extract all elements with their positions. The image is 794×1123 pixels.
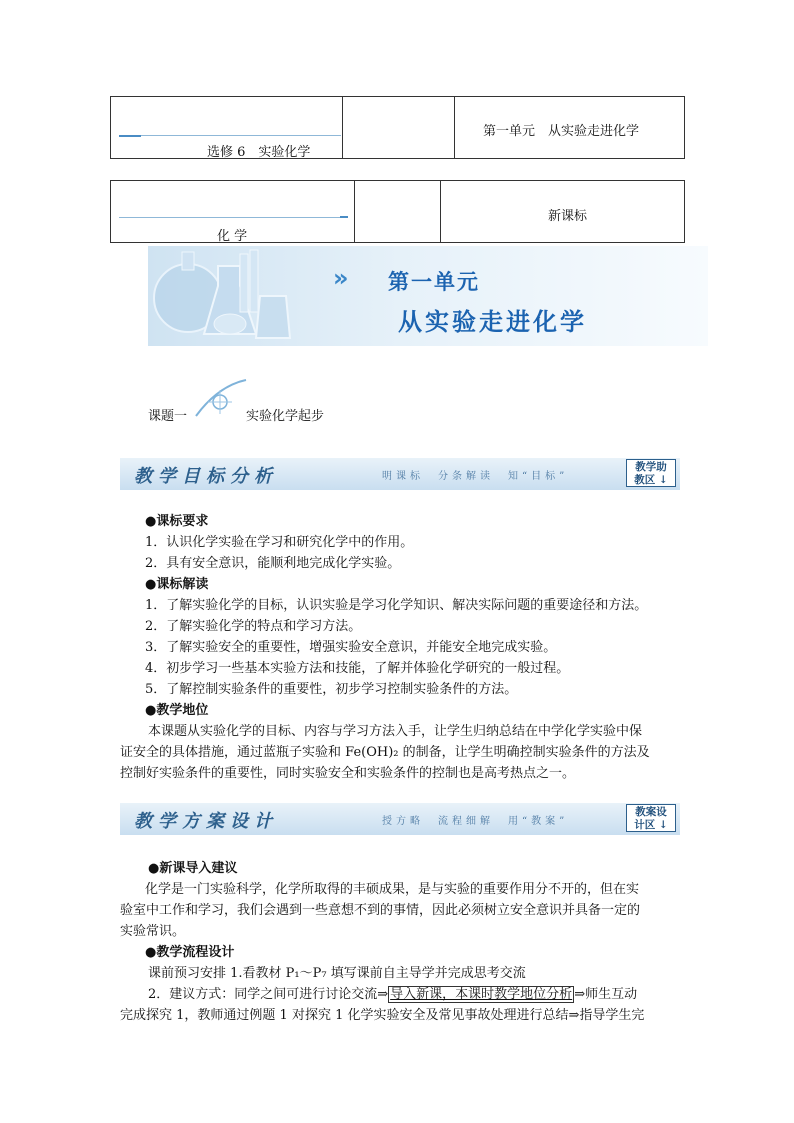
position-line-1: 本课题从实验化学的目标、内容与学习方法入手，让学生归纳总结在中学化学实验中保 [148, 724, 643, 739]
position-line-2: 证安全的具体措施，通过蓝瓶子实验和 Fe(OH)₂ 的制备，让学生明确控制实验条件的方法及 [120, 745, 650, 760]
reading-4: 4．初步学习一些基本实验方法和技能，了解并体验化学研究的一般过程。 [145, 661, 570, 676]
heading-teaching-position: ●教学地位 [145, 703, 209, 718]
section-title-goals: 教学目标分析 [134, 466, 278, 487]
header-edition: 新课标 [548, 209, 588, 224]
lesson-prefix: 课题一 [148, 409, 188, 424]
header-table-1 [110, 96, 685, 159]
flow-line-2: 2．建议方式：同学之间可进行讨论交流⇒ 导入新课，本课时教学地位分析 ⇒师生互动 [148, 987, 638, 1002]
section-bar-goals [120, 458, 680, 490]
requirement-1: 1．认识化学实验在学习和研究化学中的作用。 [145, 535, 414, 550]
compass-target-icon [192, 376, 248, 420]
intro-line-2: 验室中工作和学习，我们会遇到一些意想不到的事情，因此必须树立安全意识并具备一定的 [120, 903, 641, 918]
requirement-2: 2．具有安全意识，能顺利地完成化学实验。 [145, 556, 401, 571]
teaching-help-tag[interactable]: 教学助 教区 ↓ [626, 459, 676, 487]
reading-3: 3．了解实验安全的重要性，增强实验安全意识，并能安全地完成实验。 [145, 640, 557, 655]
section-bar-plan [120, 803, 680, 835]
double-arrow-icon: » [333, 264, 349, 292]
heading-curriculum-reading: ●课标解读 [145, 577, 209, 592]
section-title-plan: 教学方案设计 [134, 811, 278, 832]
header-table-2 [110, 180, 685, 243]
section-subtitle-plan: 授方略 流程细解 用“教案” [382, 816, 569, 827]
heading-curriculum-requirements: ●课标要求 [145, 514, 209, 529]
flow-line-3: 完成探究 1，教师通过例题 1 对探究 1 化学实验安全及常见事故处理进行总结⇒指导学生完 [120, 1008, 645, 1023]
reading-5: 5．了解控制实验条件的重要性，初步学习控制实验条件的方法。 [145, 682, 518, 697]
lesson-title: 实验化学起步 [246, 409, 325, 424]
header-course: 选修 6 实验化学 [207, 145, 311, 160]
banner-unit-title: 从实验走进化学 [398, 308, 587, 336]
reading-1: 1．了解实验化学的目标，认识实验是学习化学知识、解决实际问题的重要途径和方法。 [145, 598, 648, 613]
intro-line-3: 实验常识。 [120, 924, 186, 939]
lab-glassware-icon [148, 246, 318, 346]
header-unit: 第一单元 从实验走进化学 [483, 124, 640, 139]
header-subject: 化 学 [217, 229, 248, 244]
heading-teaching-flow: ●教学流程设计 [145, 945, 235, 960]
reading-2: 2．了解实验化学的特点和学习方法。 [145, 619, 362, 634]
position-line-3: 控制好实验条件的重要性，同时实验安全和实验条件的控制也是高考热点之一。 [120, 766, 576, 781]
unit-banner [148, 246, 708, 346]
intro-line-1: 化学是一门实验科学，化学所取得的丰硕成果，是与实验的重要作用分不开的，但在实 [145, 882, 640, 897]
banner-unit-number: 第一单元 [388, 270, 480, 294]
flow-line-1: 课前预习安排 1.看教材 P₁～P₇ 填写课前自主导学并完成思考交流 [148, 966, 526, 981]
flow-highlight: 导入新课，本课时教学地位分析 [390, 987, 573, 1002]
section-subtitle-goals: 明课标 分条解读 知“目标” [382, 471, 569, 482]
lesson-plan-tag[interactable]: 教案设 计区 ↓ [626, 804, 676, 832]
heading-new-lesson-intro: ●新课导入建议 [148, 861, 238, 876]
